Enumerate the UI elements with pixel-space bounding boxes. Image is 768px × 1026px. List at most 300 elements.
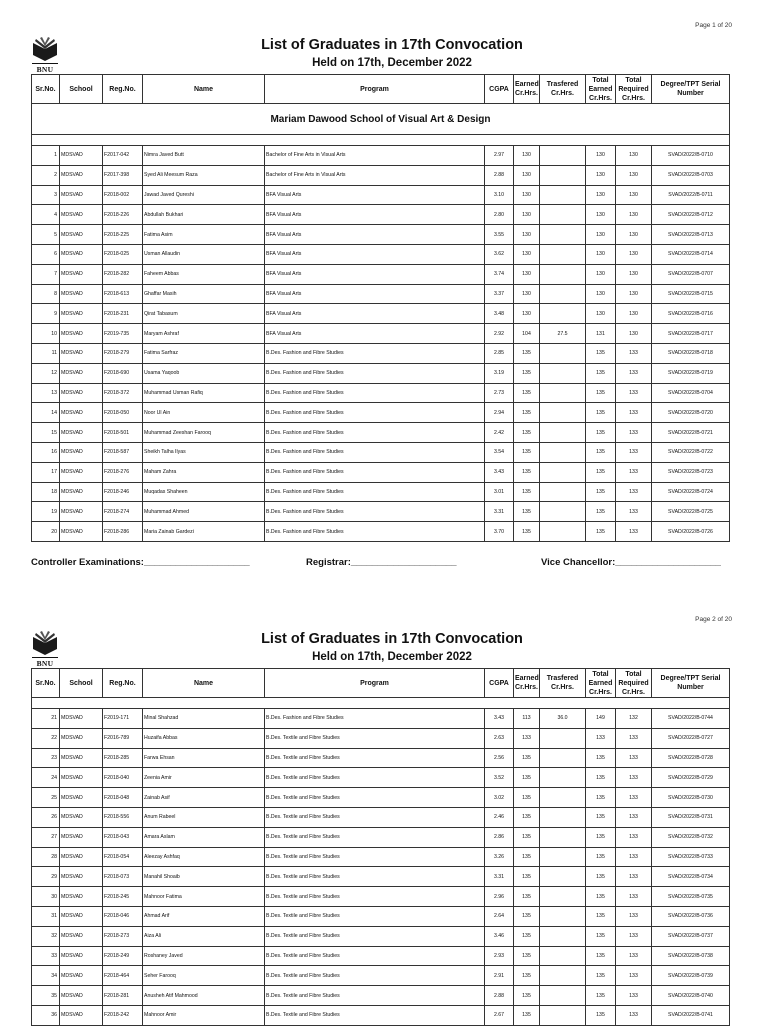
cell-total-required: 133 (616, 728, 652, 748)
vice-chancellor-signature: Vice Chancellor:____________________ (541, 557, 721, 568)
cell-total-earned: 135 (586, 383, 616, 403)
cell-name: Abdullah Bukhari (143, 205, 265, 225)
cell-cgpa: 3.46 (485, 926, 514, 946)
cell-school: MDSVAD (60, 887, 103, 907)
cell-name: Maria Zainab Gardezi (143, 522, 265, 542)
table-row (32, 887, 730, 907)
cell-transferred (540, 827, 586, 847)
cell-serial: SVAD/2022/B-0714 (652, 244, 730, 264)
cell-earned: 130 (514, 146, 540, 166)
cell-total-earned: 135 (586, 887, 616, 907)
cell-program: B.Des. Textile and Fibre Studies (265, 827, 485, 847)
table-row (32, 482, 730, 502)
col-regno: Reg.No. (103, 669, 143, 698)
table-row (32, 728, 730, 748)
cell-regno: F2018-245 (103, 887, 143, 907)
controller-signature: Controller Examinations:____________________ (31, 557, 250, 568)
cell-regno: F2018-025 (103, 244, 143, 264)
cell-regno: F2018-048 (103, 788, 143, 808)
cell-program: B.Des. Textile and Fibre Studies (265, 966, 485, 986)
cell-regno: F2018-274 (103, 502, 143, 522)
cell-total-earned: 135 (586, 462, 616, 482)
table-row (32, 185, 730, 205)
cell-earned: 135 (514, 926, 540, 946)
cell-regno: F2018-279 (103, 343, 143, 363)
cell-earned: 130 (514, 304, 540, 324)
cell-cgpa: 2.67 (485, 1005, 514, 1025)
cell-earned: 135 (514, 343, 540, 363)
cell-total-required: 133 (616, 906, 652, 926)
cell-regno: F2018-690 (103, 363, 143, 383)
cell-serial: SVAD/2022/B-0733 (652, 847, 730, 867)
cell-total-required: 130 (616, 146, 652, 166)
table-row (32, 986, 730, 1006)
cell-cgpa: 2.88 (485, 165, 514, 185)
cell-school: MDSVAD (60, 343, 103, 363)
cell-school: MDSVAD (60, 966, 103, 986)
cell-srno: 8 (32, 284, 60, 304)
cell-program: B.Des. Textile and Fibre Studies (265, 728, 485, 748)
cell-serial: SVAD/2022/B-0713 (652, 225, 730, 245)
cell-total-earned: 135 (586, 423, 616, 443)
cell-cgpa: 2.46 (485, 807, 514, 827)
cell-total-required: 130 (616, 264, 652, 284)
cell-transferred (540, 165, 586, 185)
cell-serial: SVAD/2022/B-0729 (652, 768, 730, 788)
cell-program: BFA Visual Arts (265, 284, 485, 304)
cell-srno: 4 (32, 205, 60, 225)
cell-earned: 135 (514, 906, 540, 926)
cell-transferred (540, 462, 586, 482)
cell-total-earned: 130 (586, 264, 616, 284)
cell-school: MDSVAD (60, 462, 103, 482)
cell-serial: SVAD/2022/B-0710 (652, 146, 730, 166)
cell-program: Bachelor of Fine Arts in Visual Arts (265, 146, 485, 166)
cell-srno: 25 (32, 788, 60, 808)
cell-cgpa: 2.91 (485, 966, 514, 986)
cell-total-required: 133 (616, 946, 652, 966)
table-row (32, 363, 730, 383)
cell-school: MDSVAD (60, 383, 103, 403)
cell-earned: 135 (514, 986, 540, 1006)
cell-srno: 23 (32, 748, 60, 768)
cell-school: MDSVAD (60, 482, 103, 502)
cell-total-required: 132 (616, 709, 652, 729)
table-row (32, 807, 730, 827)
cell-transferred (540, 304, 586, 324)
table-header (32, 669, 730, 698)
cell-regno: F2018-225 (103, 225, 143, 245)
cell-total-required: 133 (616, 887, 652, 907)
cell-srno: 33 (32, 946, 60, 966)
cell-srno: 28 (32, 847, 60, 867)
table-row (32, 264, 730, 284)
cell-regno: F2017-042 (103, 146, 143, 166)
cell-transferred (540, 363, 586, 383)
cell-total-required: 133 (616, 847, 652, 867)
cell-total-required: 133 (616, 986, 652, 1006)
col-serial: Degree/TPT Serial Number (652, 669, 730, 698)
cell-program: B.Des. Textile and Fibre Studies (265, 807, 485, 827)
cell-regno: F2018-054 (103, 847, 143, 867)
cell-school: MDSVAD (60, 768, 103, 788)
cell-earned: 135 (514, 363, 540, 383)
cell-total-earned: 135 (586, 502, 616, 522)
cell-cgpa: 2.97 (485, 146, 514, 166)
col-srno: Sr.No. (32, 75, 60, 104)
cell-srno: 6 (32, 244, 60, 264)
cell-name: Fatima Asim (143, 225, 265, 245)
cell-total-required: 130 (616, 225, 652, 245)
cell-srno: 31 (32, 906, 60, 926)
cell-school: MDSVAD (60, 225, 103, 245)
table-header (32, 75, 730, 104)
table-row (32, 867, 730, 887)
cell-transferred (540, 768, 586, 788)
cell-total-earned: 130 (586, 284, 616, 304)
cell-earned: 113 (514, 709, 540, 729)
cell-earned: 135 (514, 847, 540, 867)
cell-cgpa: 2.85 (485, 343, 514, 363)
cell-total-required: 130 (616, 284, 652, 304)
cell-transferred (540, 946, 586, 966)
table-row (32, 788, 730, 808)
cell-total-earned: 130 (586, 185, 616, 205)
cell-program: B.Des. Fashion and Fibre Studies (265, 343, 485, 363)
cell-earned: 135 (514, 502, 540, 522)
cell-name: Roshaney Javed (143, 946, 265, 966)
cell-transferred (540, 847, 586, 867)
cell-total-earned: 135 (586, 926, 616, 946)
table-row (32, 827, 730, 847)
cell-serial: SVAD/2022/B-0738 (652, 946, 730, 966)
cell-total-required: 133 (616, 788, 652, 808)
cell-regno: F2018-587 (103, 442, 143, 462)
cell-program: B.Des. Textile and Fibre Studies (265, 867, 485, 887)
cell-srno: 11 (32, 343, 60, 363)
cell-serial: SVAD/2022/B-0721 (652, 423, 730, 443)
cell-school: MDSVAD (60, 986, 103, 1006)
cell-srno: 16 (32, 442, 60, 462)
cell-srno: 14 (32, 403, 60, 423)
col-total-earned: Total Earned Cr.Hrs. (586, 669, 616, 698)
cell-program: B.Des. Textile and Fibre Studies (265, 986, 485, 1006)
cell-name: Manahil Shoaib (143, 867, 265, 887)
cell-total-earned: 133 (586, 728, 616, 748)
cell-school: MDSVAD (60, 264, 103, 284)
cell-serial: SVAD/2022/B-0735 (652, 887, 730, 907)
cell-srno: 22 (32, 728, 60, 748)
cell-total-earned: 135 (586, 847, 616, 867)
cell-transferred (540, 264, 586, 284)
cell-serial: SVAD/2022/B-0720 (652, 403, 730, 423)
table-row (32, 383, 730, 403)
cell-total-required: 130 (616, 324, 652, 344)
cell-total-earned: 130 (586, 225, 616, 245)
cell-school: MDSVAD (60, 284, 103, 304)
cell-school: MDSVAD (60, 304, 103, 324)
cell-serial: SVAD/2022/B-0716 (652, 304, 730, 324)
cell-total-earned: 130 (586, 205, 616, 225)
spacer-row (32, 135, 730, 146)
cell-school: MDSVAD (60, 728, 103, 748)
cell-regno: F2018-281 (103, 986, 143, 1006)
cell-cgpa: 2.80 (485, 205, 514, 225)
cell-school: MDSVAD (60, 946, 103, 966)
cell-srno: 3 (32, 185, 60, 205)
cell-name: Muhammad Usman Rafiq (143, 383, 265, 403)
cell-transferred (540, 442, 586, 462)
cell-srno: 30 (32, 887, 60, 907)
cell-srno: 12 (32, 363, 60, 383)
cell-name: Aleezay Ashfaq (143, 847, 265, 867)
cell-total-required: 133 (616, 343, 652, 363)
cell-srno: 24 (32, 768, 60, 788)
cell-name: Anum Rabeel (143, 807, 265, 827)
document-subtitle: Held on 17th, December 2022 (312, 57, 472, 69)
page-number: Page 2 of 20 (695, 616, 732, 623)
cell-school: MDSVAD (60, 748, 103, 768)
cell-transferred (540, 788, 586, 808)
cell-earned: 130 (514, 264, 540, 284)
cell-program: Bachelor of Fine Arts in Visual Arts (265, 165, 485, 185)
cell-transferred (540, 728, 586, 748)
cell-srno: 19 (32, 502, 60, 522)
cell-program: B.Des. Textile and Fibre Studies (265, 768, 485, 788)
cell-program: BFA Visual Arts (265, 324, 485, 344)
cell-program: BFA Visual Arts (265, 185, 485, 205)
cell-school: MDSVAD (60, 403, 103, 423)
cell-serial: SVAD/2022/B-0707 (652, 264, 730, 284)
cell-name: Huzaifa Abbas (143, 728, 265, 748)
cell-transferred (540, 225, 586, 245)
cell-regno: F2018-273 (103, 926, 143, 946)
cell-earned: 135 (514, 768, 540, 788)
cell-cgpa: 3.55 (485, 225, 514, 245)
cell-name: Aiza Ali (143, 926, 265, 946)
cell-program: BFA Visual Arts (265, 225, 485, 245)
cell-program: BFA Visual Arts (265, 205, 485, 225)
cell-earned: 135 (514, 966, 540, 986)
cell-name: Zeenia Amir (143, 768, 265, 788)
cell-cgpa: 3.70 (485, 522, 514, 542)
cell-serial: SVAD/2022/B-0703 (652, 165, 730, 185)
table-row (32, 442, 730, 462)
cell-cgpa: 3.19 (485, 363, 514, 383)
cell-total-required: 133 (616, 768, 652, 788)
cell-srno: 35 (32, 986, 60, 1006)
cell-regno: F2017-398 (103, 165, 143, 185)
cell-transferred (540, 383, 586, 403)
cell-total-required: 133 (616, 462, 652, 482)
col-name: Name (143, 669, 265, 698)
cell-srno: 36 (32, 1005, 60, 1025)
cell-name: Noor Ul Ain (143, 403, 265, 423)
cell-serial: SVAD/2022/B-0723 (652, 462, 730, 482)
cell-program: B.Des. Textile and Fibre Studies (265, 946, 485, 966)
cell-regno: F2018-372 (103, 383, 143, 403)
cell-srno: 32 (32, 926, 60, 946)
registrar-signature: Registrar:____________________ (306, 557, 457, 568)
cell-school: MDSVAD (60, 867, 103, 887)
cell-name: Anusheh Atif Mahmood (143, 986, 265, 1006)
cell-regno: F2018-501 (103, 423, 143, 443)
section-row (32, 104, 730, 135)
cell-srno: 21 (32, 709, 60, 729)
cell-regno: F2018-046 (103, 906, 143, 926)
cell-total-earned: 135 (586, 363, 616, 383)
cell-program: B.Des. Fashion and Fibre Studies (265, 383, 485, 403)
cell-transferred (540, 906, 586, 926)
cell-regno: F2018-002 (103, 185, 143, 205)
cell-name: Seher Farooq (143, 966, 265, 986)
cell-program: B.Des. Textile and Fibre Studies (265, 926, 485, 946)
cell-srno: 5 (32, 225, 60, 245)
cell-cgpa: 3.48 (485, 304, 514, 324)
cell-name: Zainab Asif (143, 788, 265, 808)
cell-program: B.Des. Fashion and Fibre Studies (265, 442, 485, 462)
cell-school: MDSVAD (60, 502, 103, 522)
col-srno: Sr.No. (32, 669, 60, 698)
cell-srno: 7 (32, 264, 60, 284)
cell-name: Amara Aslam (143, 827, 265, 847)
table-row (32, 748, 730, 768)
cell-regno: F2019-171 (103, 709, 143, 729)
cell-regno: F2018-242 (103, 1005, 143, 1025)
col-total-required: Total Required Cr.Hrs. (616, 669, 652, 698)
cell-transferred: 36.0 (540, 709, 586, 729)
cell-total-required: 133 (616, 1005, 652, 1025)
cell-cgpa: 2.73 (485, 383, 514, 403)
table-row (32, 926, 730, 946)
cell-school: MDSVAD (60, 827, 103, 847)
cell-transferred (540, 807, 586, 827)
cell-program: B.Des. Fashion and Fibre Studies (265, 423, 485, 443)
cell-name: Maryam Ashraf (143, 324, 265, 344)
cell-earned: 130 (514, 244, 540, 264)
cell-serial: SVAD/2022/B-0711 (652, 185, 730, 205)
cell-regno: F2018-285 (103, 748, 143, 768)
cell-transferred (540, 403, 586, 423)
cell-serial: SVAD/2022/B-0734 (652, 867, 730, 887)
table-row (32, 284, 730, 304)
cell-program: BFA Visual Arts (265, 304, 485, 324)
cell-school: MDSVAD (60, 926, 103, 946)
cell-name: Usama Yaqoob (143, 363, 265, 383)
cell-srno: 9 (32, 304, 60, 324)
cell-total-earned: 135 (586, 946, 616, 966)
cell-transferred (540, 343, 586, 363)
cell-serial: SVAD/2022/B-0732 (652, 827, 730, 847)
col-total-earned: Total Earned Cr.Hrs. (586, 75, 616, 104)
cell-earned: 135 (514, 462, 540, 482)
cell-transferred (540, 522, 586, 542)
table-row (32, 343, 730, 363)
cell-earned: 135 (514, 522, 540, 542)
cell-total-earned: 135 (586, 522, 616, 542)
cell-program: B.Des. Textile and Fibre Studies (265, 788, 485, 808)
cell-serial: SVAD/2022/B-0722 (652, 442, 730, 462)
cell-total-required: 133 (616, 867, 652, 887)
cell-serial: SVAD/2022/B-0717 (652, 324, 730, 344)
col-school: School (60, 75, 103, 104)
cell-transferred (540, 502, 586, 522)
cell-program: B.Des. Fashion and Fibre Studies (265, 482, 485, 502)
cell-earned: 135 (514, 482, 540, 502)
cell-serial: SVAD/2022/B-0715 (652, 284, 730, 304)
cell-name: Usman Allaudin (143, 244, 265, 264)
cell-earned: 130 (514, 205, 540, 225)
cell-program: BFA Visual Arts (265, 264, 485, 284)
graduates-table (31, 668, 730, 1026)
cell-school: MDSVAD (60, 807, 103, 827)
cell-cgpa: 3.52 (485, 768, 514, 788)
cell-total-required: 133 (616, 807, 652, 827)
cell-serial: SVAD/2022/B-0724 (652, 482, 730, 502)
cell-transferred (540, 867, 586, 887)
cell-school: MDSVAD (60, 1005, 103, 1025)
cell-earned: 130 (514, 225, 540, 245)
cell-cgpa: 2.56 (485, 748, 514, 768)
cell-cgpa: 3.54 (485, 442, 514, 462)
cell-school: MDSVAD (60, 442, 103, 462)
cell-school: MDSVAD (60, 244, 103, 264)
cell-cgpa: 3.10 (485, 185, 514, 205)
cell-transferred (540, 185, 586, 205)
table-row (32, 146, 730, 166)
col-transferred: Trasfered Cr.Hrs. (540, 669, 586, 698)
cell-school: MDSVAD (60, 709, 103, 729)
cell-srno: 13 (32, 383, 60, 403)
cell-program: B.Des. Fashion and Fibre Studies (265, 709, 485, 729)
cell-school: MDSVAD (60, 847, 103, 867)
col-school: School (60, 669, 103, 698)
cell-total-required: 133 (616, 522, 652, 542)
cell-total-earned: 130 (586, 244, 616, 264)
cell-total-required: 133 (616, 423, 652, 443)
cell-total-earned: 135 (586, 966, 616, 986)
cell-regno: F2018-276 (103, 462, 143, 482)
cell-srno: 1 (32, 146, 60, 166)
cell-total-required: 133 (616, 363, 652, 383)
table-row (32, 324, 730, 344)
cell-school: MDSVAD (60, 906, 103, 926)
cell-earned: 104 (514, 324, 540, 344)
cell-school: MDSVAD (60, 363, 103, 383)
cell-transferred: 27.5 (540, 324, 586, 344)
logo-text: BNU (32, 657, 58, 668)
document-subtitle: Held on 17th, December 2022 (312, 651, 472, 663)
cell-total-required: 133 (616, 383, 652, 403)
cell-transferred (540, 966, 586, 986)
cell-school: MDSVAD (60, 423, 103, 443)
cell-regno: F2018-040 (103, 768, 143, 788)
cell-earned: 135 (514, 827, 540, 847)
cell-earned: 133 (514, 728, 540, 748)
table-row (32, 768, 730, 788)
cell-serial: SVAD/2022/B-0712 (652, 205, 730, 225)
cell-name: Syed Ali Meesum Raza (143, 165, 265, 185)
cell-srno: 26 (32, 807, 60, 827)
cell-program: B.Des. Fashion and Fibre Studies (265, 363, 485, 383)
col-regno: Reg.No. (103, 75, 143, 104)
cell-total-earned: 135 (586, 986, 616, 1006)
cell-program: B.Des. Textile and Fibre Studies (265, 906, 485, 926)
cell-transferred (540, 748, 586, 768)
cell-program: B.Des. Textile and Fibre Studies (265, 887, 485, 907)
cell-program: B.Des. Fashion and Fibre Studies (265, 403, 485, 423)
cell-srno: 10 (32, 324, 60, 344)
